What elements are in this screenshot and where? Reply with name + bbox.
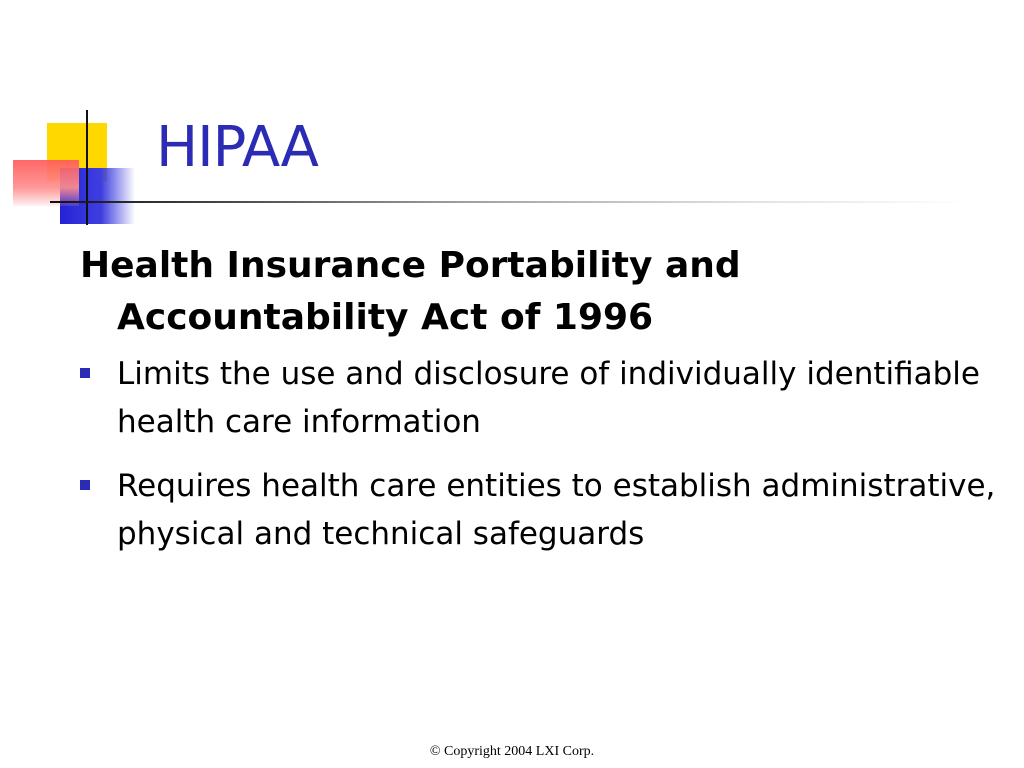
square-bullet-icon: [80, 480, 90, 490]
bullet-text: Requires health care entities to establish administrative, physical and technical safeguards: [117, 468, 996, 552]
slide-body: [80, 240, 1000, 574]
bullet-text: Limits the use and disclosure of individually identifiable health care information: [117, 356, 980, 440]
logo-red-square: [13, 160, 79, 206]
bullet-item: [80, 462, 1000, 558]
bullet-list: [80, 350, 1000, 558]
logo-vertical-line: [86, 110, 88, 225]
slide-heading: Health Insurance Portability and Accountability Act of 1996: [80, 245, 741, 338]
square-bullet-icon: [80, 368, 90, 378]
bullet-item: [80, 350, 1000, 446]
title-underline: [50, 201, 970, 203]
slide-title: HIPAA: [156, 115, 318, 180]
slide-template-logo: [0, 0, 150, 240]
copyright-footer: © Copyright 2004 LXI Corp.: [429, 744, 595, 759]
